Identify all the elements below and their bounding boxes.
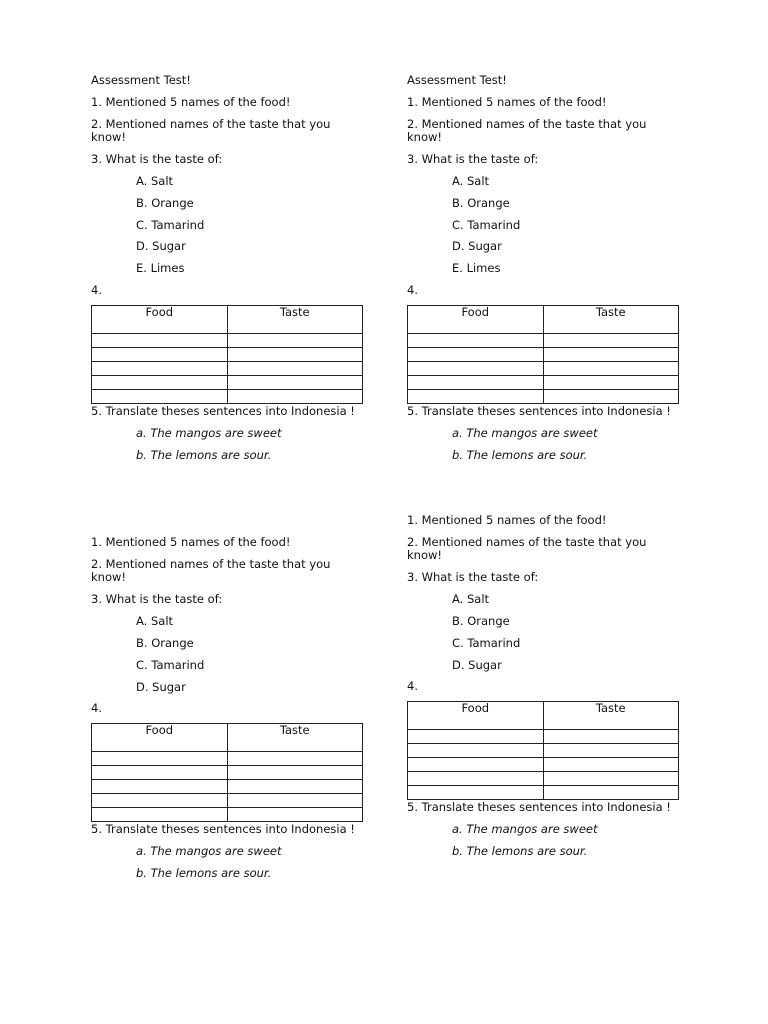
table-cell[interactable] [543,786,679,800]
table-cell[interactable] [227,808,363,822]
option-c: C. Tamarind [452,636,521,650]
table-cell[interactable] [408,376,544,390]
table-cell[interactable] [227,390,363,404]
table-cell[interactable] [227,780,363,794]
option-a: A. Salt [452,174,490,188]
table-cell[interactable] [408,744,544,758]
table-cell[interactable] [543,744,679,758]
question-4: 4. [407,679,418,693]
header-food: Food [408,702,544,730]
question-1: 1. Mentioned 5 names of the food! [91,95,291,109]
sentence-b: b. The lemons are sour. [452,844,588,858]
option-d: D. Sugar [136,239,186,253]
option-e: E. Limes [452,261,501,275]
table-cell[interactable] [227,362,363,376]
option-d: D. Sugar [452,239,502,253]
table-cell[interactable] [408,362,544,376]
table-cell[interactable] [92,376,228,390]
table-cell[interactable] [92,808,228,822]
option-c: C. Tamarind [136,658,205,672]
table-cell[interactable] [543,730,679,744]
table-cell[interactable] [408,390,544,404]
table-cell[interactable] [543,362,679,376]
table-cell[interactable] [543,758,679,772]
table-cell[interactable] [408,348,544,362]
assessment-block-1 [91,74,363,474]
table-cell[interactable] [543,348,679,362]
sentence-b: b. The lemons are sour. [452,448,588,462]
table-cell[interactable] [408,758,544,772]
question-3: 3. What is the taste of: [91,592,223,606]
block-title: Assessment Test! [407,73,507,87]
option-c: C. Tamarind [136,218,205,232]
table-cell[interactable] [408,730,544,744]
header-food: Food [92,306,228,334]
question-2: 2. Mentioned names of the taste that you know! [91,117,331,144]
sentence-a: a. The mangos are sweet [452,426,598,440]
sentence-b: b. The lemons are sour. [136,866,272,880]
question-2: 2. Mentioned names of the taste that you know! [407,535,647,562]
sentence-a: a. The mangos are sweet [136,844,282,858]
header-taste: Taste [543,306,679,334]
table-cell[interactable] [92,348,228,362]
food-taste-table [407,701,679,800]
question-5: 5. Translate theses sentences into Indonesia ! [407,404,671,418]
option-b: B. Orange [452,614,510,628]
table-cell[interactable] [92,766,228,780]
header-food: Food [408,306,544,334]
assessment-block-3 [91,536,363,886]
table-cell[interactable] [543,390,679,404]
header-taste: Taste [543,702,679,730]
table-cell[interactable] [227,766,363,780]
assessment-block-4 [407,514,679,864]
food-taste-table [407,305,679,404]
table-cell[interactable] [227,334,363,348]
question-1: 1. Mentioned 5 names of the food! [407,513,607,527]
question-4: 4. [91,701,102,715]
table-cell[interactable] [227,348,363,362]
table-cell[interactable] [227,794,363,808]
question-5: 5. Translate theses sentences into Indonesia ! [91,404,355,418]
question-1: 1. Mentioned 5 names of the food! [91,535,291,549]
table-cell[interactable] [92,390,228,404]
question-4: 4. [91,283,102,297]
table-cell[interactable] [92,780,228,794]
sentence-b: b. The lemons are sour. [136,448,272,462]
table-cell[interactable] [408,334,544,348]
table-cell[interactable] [92,794,228,808]
option-a: A. Salt [452,592,490,606]
table-cell[interactable] [543,376,679,390]
assessment-block-2 [407,74,679,474]
table-cell[interactable] [92,752,228,766]
table-cell[interactable] [408,786,544,800]
question-3: 3. What is the taste of: [407,152,539,166]
table-cell[interactable] [92,334,228,348]
option-b: B. Orange [136,636,194,650]
question-2: 2. Mentioned names of the taste that you know! [407,117,647,144]
option-b: B. Orange [136,196,194,210]
option-c: C. Tamarind [452,218,521,232]
food-taste-table [91,305,363,404]
question-5: 5. Translate theses sentences into Indonesia ! [407,800,671,814]
table-cell[interactable] [543,772,679,786]
block-title: Assessment Test! [91,73,191,87]
question-2: 2. Mentioned names of the taste that you know! [91,557,331,584]
table-cell[interactable] [408,772,544,786]
header-taste: Taste [227,724,363,752]
header-taste: Taste [227,306,363,334]
option-b: B. Orange [452,196,510,210]
table-cell[interactable] [543,334,679,348]
table-cell[interactable] [92,362,228,376]
option-a: A. Salt [136,614,174,628]
option-d: D. Sugar [452,658,502,672]
question-1: 1. Mentioned 5 names of the food! [407,95,607,109]
food-taste-table [91,723,363,822]
table-cell[interactable] [227,752,363,766]
header-food: Food [92,724,228,752]
question-5: 5. Translate theses sentences into Indonesia ! [91,822,355,836]
sentence-a: a. The mangos are sweet [452,822,598,836]
table-cell[interactable] [227,376,363,390]
question-3: 3. What is the taste of: [91,152,223,166]
option-e: E. Limes [136,261,185,275]
option-d: D. Sugar [136,680,186,694]
option-a: A. Salt [136,174,174,188]
question-3: 3. What is the taste of: [407,570,539,584]
question-4: 4. [407,283,418,297]
sentence-a: a. The mangos are sweet [136,426,282,440]
